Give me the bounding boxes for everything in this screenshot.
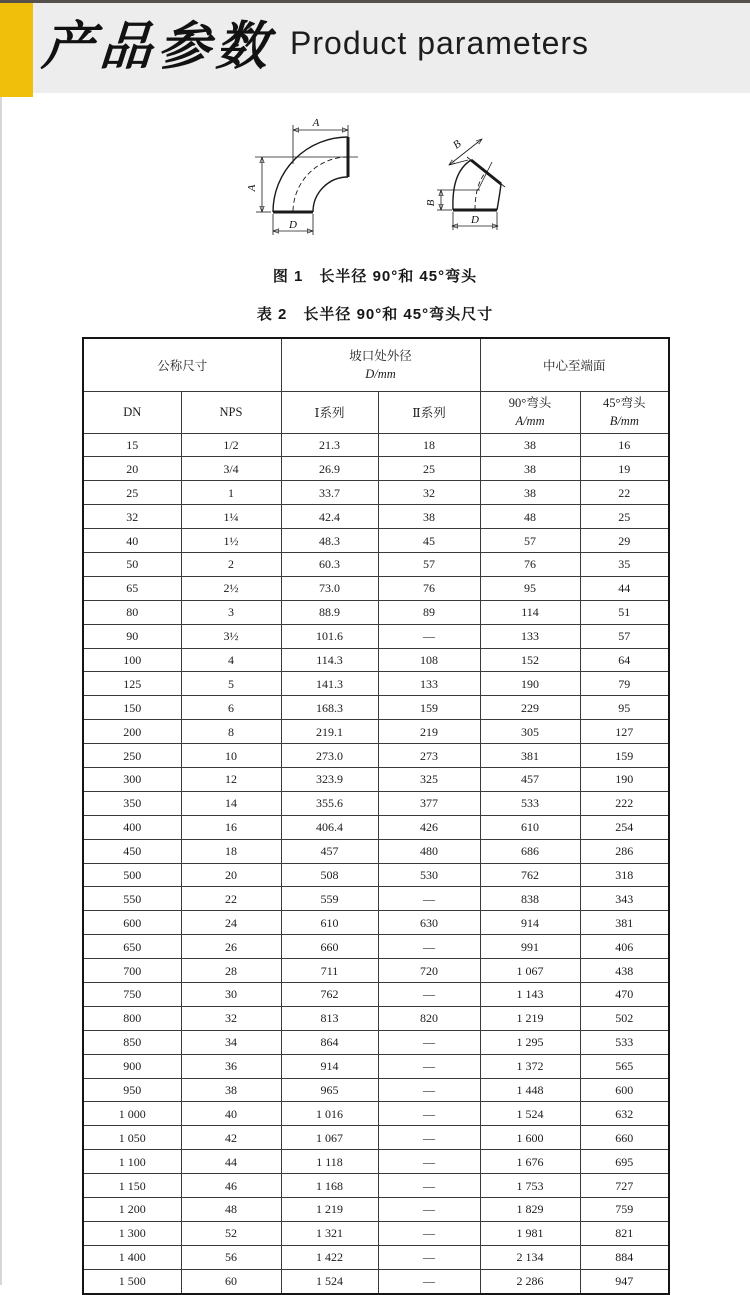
table-cell: 813 [281,1006,378,1030]
table-cell: 864 [281,1030,378,1054]
table-cell: 450 [83,839,181,863]
table-cell: 1 448 [480,1078,580,1102]
table-cell: — [378,1054,480,1078]
table-cell: 133 [480,624,580,648]
table-cell: 150 [83,696,181,720]
table-cell: 52 [181,1221,281,1245]
table-cell: — [378,1126,480,1150]
table-cell: 610 [480,815,580,839]
table-cell: 305 [480,720,580,744]
table-cell: 46 [181,1174,281,1198]
table-cell: 32 [181,1006,281,1030]
table-cell: 35 [580,552,669,576]
dim-label-a-top: A [312,117,320,129]
table-row [83,600,669,624]
table-cell: 22 [580,481,669,505]
table-row [83,672,669,696]
table-cell: 1 400 [83,1245,181,1269]
table-cell: 38 [480,457,580,481]
table-caption: 表 2 长半径 90°和 45°弯头尺寸 [256,306,494,323]
table-cell: 1 600 [480,1126,580,1150]
table-cell: 80 [83,600,181,624]
table-cell: 650 [83,935,181,959]
table-cell: 350 [83,791,181,815]
table-cell: — [378,1245,480,1269]
table-cell: 5 [181,672,281,696]
table-cell: 22 [181,887,281,911]
accent-bar [0,0,33,97]
table-cell: 318 [580,863,669,887]
page-title-zh: 产品参数 [39,16,277,77]
table-row [83,1054,669,1078]
group-header-nominal-size: 公称尺寸 [83,338,281,391]
table-cell: 1½ [181,529,281,553]
table-cell: 25 [378,457,480,481]
table-cell: — [378,1221,480,1245]
table-cell: 38 [480,481,580,505]
table-row [83,1006,669,1030]
table-cell: 1 000 [83,1102,181,1126]
table-cell: — [378,1102,480,1126]
table-cell: 38 [181,1078,281,1102]
table-cell: 16 [580,433,669,457]
table-cell: 1 100 [83,1150,181,1174]
table-row [83,1221,669,1245]
table-cell: 381 [480,744,580,768]
table-cell: 18 [181,839,281,863]
table-cell: 40 [83,529,181,553]
table-cell: 400 [83,815,181,839]
page-title-en: Product parameters [290,25,590,61]
table-row [83,1078,669,1102]
table-cell: 10 [181,744,281,768]
table-cell: 89 [378,600,480,624]
table-row [83,552,669,576]
table-cell: 820 [378,1006,480,1030]
table-cell: 914 [480,911,580,935]
parameters-table [82,337,670,1295]
table-cell: 50 [83,552,181,576]
table-cell: 406.4 [281,815,378,839]
table-row [83,911,669,935]
dim-label-d-45: D [471,214,479,226]
table-cell: 750 [83,982,181,1006]
col-header-series2: Ⅱ系列 [378,391,480,433]
table-cell: 65 [83,576,181,600]
table-cell: 355.6 [281,791,378,815]
table-cell: 762 [480,863,580,887]
table-cell: 695 [580,1150,669,1174]
table-cell: 1 321 [281,1221,378,1245]
table-cell: 950 [83,1078,181,1102]
table-cell: 1 676 [480,1150,580,1174]
table-cell: — [378,887,480,911]
table-cell: 343 [580,887,669,911]
table-cell: 76 [378,576,480,600]
table-cell: 114 [480,600,580,624]
table-cell: 1 524 [480,1102,580,1126]
table-row [83,1245,669,1269]
table-cell: 20 [181,863,281,887]
table-cell: — [378,1078,480,1102]
table-cell: 38 [378,505,480,529]
table-cell: 1 067 [480,959,580,983]
table-cell: — [378,1174,480,1198]
table-cell: 45 [378,529,480,553]
table-cell: 660 [580,1126,669,1150]
table-cell: 4 [181,648,281,672]
table-cell: 660 [281,935,378,959]
table-cell: 884 [580,1245,669,1269]
table-cell: 12 [181,767,281,791]
table-cell: 1 500 [83,1269,181,1293]
table-cell: 127 [580,720,669,744]
table-cell: 965 [281,1078,378,1102]
table-cell: 8 [181,720,281,744]
table-cell: 700 [83,959,181,983]
table-cell: 229 [480,696,580,720]
table-cell: 14 [181,791,281,815]
table-cell: 1 753 [480,1174,580,1198]
table-cell: 377 [378,791,480,815]
table-cell: 559 [281,887,378,911]
table-cell: 222 [580,791,669,815]
elbow-drawings [230,112,540,247]
table-cell: 21.3 [281,433,378,457]
table-row [83,887,669,911]
table-cell: 2 [181,552,281,576]
table-cell: 1 981 [480,1221,580,1245]
dim-label-b-left: B [425,199,437,207]
table-cell: 1 150 [83,1174,181,1198]
table-cell: 1 050 [83,1126,181,1150]
table-cell: 101.6 [281,624,378,648]
table-cell: 125 [83,672,181,696]
table-cell: 727 [580,1174,669,1198]
group-header-od-label: 坡口处外径 [349,348,412,363]
table-row [83,576,669,600]
table-row [83,839,669,863]
table-cell: 30 [181,982,281,1006]
table-row [83,935,669,959]
table-cell: 1 219 [480,1006,580,1030]
table-row [83,791,669,815]
table-cell: 42.4 [281,505,378,529]
table-cell: 24 [181,911,281,935]
table-cell: 1¼ [181,505,281,529]
figure-caption: 图 1 长半径 90°和 45°弯头 [272,268,478,285]
table-cell: 1 829 [480,1198,580,1222]
page-header [39,0,590,93]
table-cell: 630 [378,911,480,935]
table-cell: 1 [181,481,281,505]
table-cell: 100 [83,648,181,672]
table-cell: 1 219 [281,1198,378,1222]
group-header-od [281,338,480,391]
table-cell: — [378,1030,480,1054]
dim-label-b-top: B [450,137,464,152]
table-cell: 426 [378,815,480,839]
table-cell: 550 [83,887,181,911]
table-cell: 33.7 [281,481,378,505]
table-cell: 200 [83,720,181,744]
table-cell: 19 [580,457,669,481]
table-cell: 838 [480,887,580,911]
table-cell: 1 200 [83,1198,181,1222]
table-row [83,1030,669,1054]
table-cell: 565 [580,1054,669,1078]
table-cell: 632 [580,1102,669,1126]
table-row [83,1198,669,1222]
table-cell: 48 [181,1198,281,1222]
table-cell: 325 [378,767,480,791]
table-cell: 57 [378,552,480,576]
table-cell: 18 [378,433,480,457]
table-cell: 1 422 [281,1245,378,1269]
table-cell: 254 [580,815,669,839]
table-cell: 600 [83,911,181,935]
table-cell: 1 524 [281,1269,378,1293]
table-cell: 26.9 [281,457,378,481]
table-cell: 56 [181,1245,281,1269]
table-cell: 25 [580,505,669,529]
table-row [83,744,669,768]
table-cell: 152 [480,648,580,672]
table-cell: 25 [83,481,181,505]
table-cell: 40 [181,1102,281,1126]
table-cell: 48.3 [281,529,378,553]
col-header-dn: DN [83,391,181,433]
table-cell: 1 295 [480,1030,580,1054]
table-cell: 32 [83,505,181,529]
table-cell: 800 [83,1006,181,1030]
table-cell: 88.9 [281,600,378,624]
table-cell: 914 [281,1054,378,1078]
table-cell: 159 [580,744,669,768]
elbow-90-drawing [246,117,358,235]
table-cell: 141.3 [281,672,378,696]
table-cell: 90 [83,624,181,648]
table-cell: 28 [181,959,281,983]
top-border-line [0,0,750,3]
table-cell: 219 [378,720,480,744]
table-row [83,624,669,648]
table-cell: 15 [83,433,181,457]
table-cell: 219.1 [281,720,378,744]
table-cell: 57 [480,529,580,553]
group-header-row [83,338,669,391]
table-cell: 821 [580,1221,669,1245]
table-cell: 64 [580,648,669,672]
table-cell: 190 [580,767,669,791]
table-cell: 470 [580,982,669,1006]
table-cell: 381 [580,911,669,935]
col-header-nps: NPS [181,391,281,433]
table-cell: 457 [480,767,580,791]
table-cell: 1 067 [281,1126,378,1150]
dim-label-d-90: D [289,219,297,231]
table-cell: 533 [580,1030,669,1054]
table-cell: 273.0 [281,744,378,768]
table-cell: 20 [83,457,181,481]
table-row [83,720,669,744]
table-row [83,505,669,529]
table-cell: 1 016 [281,1102,378,1126]
table-cell: 2 286 [480,1269,580,1293]
table-cell: 1 372 [480,1054,580,1078]
table-cell: 900 [83,1054,181,1078]
table-row [83,457,669,481]
table-cell: 76 [480,552,580,576]
table-cell: 406 [580,935,669,959]
col-header-45-elbow: 45°弯头 B/mm [580,391,669,433]
table-cell: 533 [480,791,580,815]
table-cell: 42 [181,1126,281,1150]
table-cell: 2½ [181,576,281,600]
table-row [83,481,669,505]
col-header-series1: Ⅰ系列 [281,391,378,433]
table-cell: 323.9 [281,767,378,791]
table-row [83,959,669,983]
table-cell: 1 300 [83,1221,181,1245]
table-cell: — [378,1269,480,1293]
table-cell: 108 [378,648,480,672]
table-cell: 34 [181,1030,281,1054]
table-row [83,767,669,791]
table-cell: — [378,935,480,959]
table-cell: 26 [181,935,281,959]
table-cell: 133 [378,672,480,696]
table-row [83,982,669,1006]
column-header-row [83,391,669,433]
table-cell: 32 [378,481,480,505]
table-cell: 850 [83,1030,181,1054]
table-cell: 1/2 [181,433,281,457]
table-cell: 480 [378,839,480,863]
group-header-center-to-end: 中心至端面 [480,338,669,391]
group-header-od-sub: D/mm [365,366,396,381]
table-cell: 36 [181,1054,281,1078]
table-row [83,863,669,887]
table-cell: 273 [378,744,480,768]
table-cell: 250 [83,744,181,768]
table-row [83,433,669,457]
table-row [83,1102,669,1126]
table-cell: 51 [580,600,669,624]
table-cell: 508 [281,863,378,887]
table-cell: 159 [378,696,480,720]
table-cell: 530 [378,863,480,887]
table-row [83,696,669,720]
table-cell: 79 [580,672,669,696]
table-cell: 44 [181,1150,281,1174]
table-cell: — [378,1198,480,1222]
table-row [83,1150,669,1174]
table-cell: 1 118 [281,1150,378,1174]
table-cell: 168.3 [281,696,378,720]
table-cell: 38 [480,433,580,457]
table-row [83,1174,669,1198]
table-cell: 600 [580,1078,669,1102]
table-cell: 286 [580,839,669,863]
table-cell: 190 [480,672,580,696]
table-cell: 720 [378,959,480,983]
dim-label-a-left: A [246,184,258,192]
table-body [83,433,669,1294]
table-cell: 3 [181,600,281,624]
table-row [83,1126,669,1150]
table-cell: 686 [480,839,580,863]
table-cell: 48 [480,505,580,529]
table-cell: 300 [83,767,181,791]
table-cell: 57 [580,624,669,648]
table-cell: 1 143 [480,982,580,1006]
table-cell: 759 [580,1198,669,1222]
table-cell: 73.0 [281,576,378,600]
table-row [83,1269,669,1293]
table-cell: 2 134 [480,1245,580,1269]
table-row [83,529,669,553]
table-cell: 114.3 [281,648,378,672]
table-cell: — [378,624,480,648]
table-cell: 762 [281,982,378,1006]
table-cell: — [378,1150,480,1174]
elbow-45-drawing [425,138,505,230]
table-cell: 3/4 [181,457,281,481]
col-header-90-elbow: 90°弯头 A/mm [480,391,580,433]
table-cell: 95 [480,576,580,600]
table-cell: 29 [580,529,669,553]
table-cell: 991 [480,935,580,959]
table-cell: 60 [181,1269,281,1293]
table-cell: 3½ [181,624,281,648]
table-cell: 457 [281,839,378,863]
table-cell: 16 [181,815,281,839]
table-cell: 947 [580,1269,669,1293]
table-cell: 44 [580,576,669,600]
table-cell: 438 [580,959,669,983]
table-cell: 6 [181,696,281,720]
table-cell: 502 [580,1006,669,1030]
table-row [83,648,669,672]
table-cell: 95 [580,696,669,720]
table-cell: 500 [83,863,181,887]
table-cell: 1 168 [281,1174,378,1198]
table-cell: 711 [281,959,378,983]
table-row [83,815,669,839]
table-cell: 610 [281,911,378,935]
table-cell: 60.3 [281,552,378,576]
table-cell: — [378,982,480,1006]
